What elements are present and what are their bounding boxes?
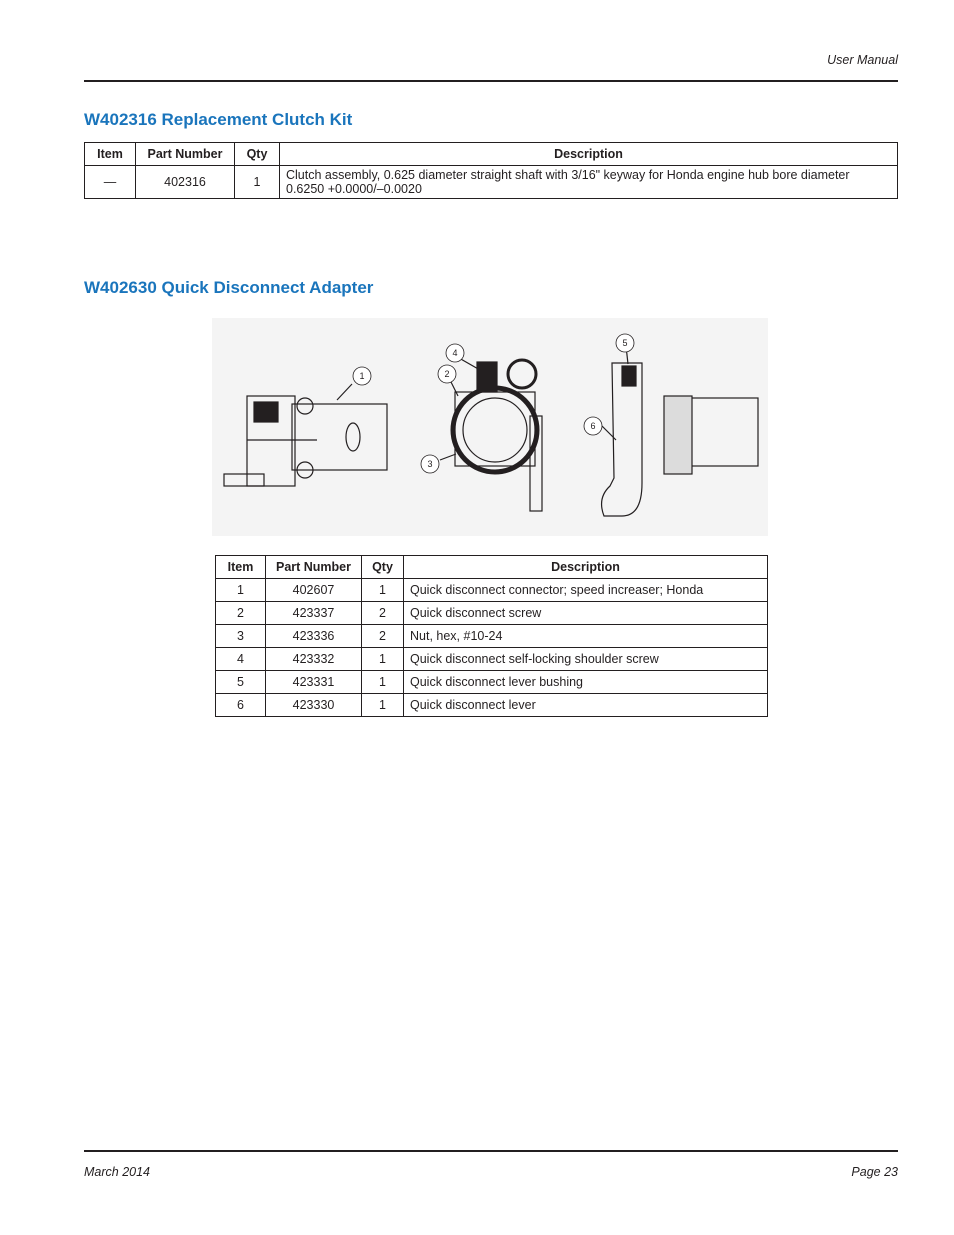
header-title: User Manual bbox=[827, 53, 898, 67]
cell-description: Quick disconnect connector; speed increaser; Honda bbox=[404, 579, 768, 602]
cell-item: 1 bbox=[216, 579, 266, 602]
cell-description: Nut, hex, #10-24 bbox=[404, 625, 768, 648]
footer-date: March 2014 bbox=[84, 1165, 151, 1179]
cell-item: 6 bbox=[216, 694, 266, 717]
cell-qty: 2 bbox=[362, 602, 404, 625]
cell-part-number: 423337 bbox=[266, 602, 362, 625]
cell-part-number: 423331 bbox=[266, 671, 362, 694]
column-header-qty: Qty bbox=[362, 556, 404, 579]
callout-2 bbox=[438, 365, 456, 383]
header-rule bbox=[84, 80, 898, 82]
column-header-part-number: Part Number bbox=[266, 556, 362, 579]
cell-part-number: 423332 bbox=[266, 648, 362, 671]
table-row bbox=[85, 166, 898, 199]
cell-part-number: 423330 bbox=[266, 694, 362, 717]
callout-4 bbox=[446, 344, 464, 362]
column-header-description: Description bbox=[280, 143, 898, 166]
column-header-item: Item bbox=[85, 143, 136, 166]
quick-disconnect-table bbox=[215, 555, 768, 717]
callout-5 bbox=[616, 334, 634, 352]
cell-qty: 1 bbox=[235, 166, 280, 199]
table-header-row bbox=[85, 143, 898, 166]
callout-6 bbox=[584, 417, 602, 435]
cell-item: 2 bbox=[216, 602, 266, 625]
footer-page-number: Page 23 bbox=[851, 1165, 898, 1179]
cell-description: Quick disconnect screw bbox=[404, 602, 768, 625]
callout-1 bbox=[353, 367, 371, 385]
column-header-item: Item bbox=[216, 556, 266, 579]
cell-description: Quick disconnect self-locking shoulder screw bbox=[404, 648, 768, 671]
callout-label-3: 3 bbox=[427, 459, 433, 469]
cell-part-number: 423336 bbox=[266, 625, 362, 648]
table-row bbox=[216, 648, 768, 671]
cell-qty: 1 bbox=[362, 694, 404, 717]
cell-qty: 1 bbox=[362, 579, 404, 602]
cell-item: 4 bbox=[216, 648, 266, 671]
callout-3 bbox=[421, 455, 439, 473]
column-header-qty: Qty bbox=[235, 143, 280, 166]
cell-qty: 2 bbox=[362, 625, 404, 648]
callout-label-1: 1 bbox=[359, 371, 365, 381]
cell-qty: 1 bbox=[362, 648, 404, 671]
cell-part-number: 402607 bbox=[266, 579, 362, 602]
cell-description: Quick disconnect lever bbox=[404, 694, 768, 717]
table-row bbox=[216, 602, 768, 625]
clutch-kit-table bbox=[84, 142, 898, 199]
footer-rule bbox=[84, 1150, 898, 1152]
table-row bbox=[216, 625, 768, 648]
callout-label-5: 5 bbox=[622, 338, 628, 348]
cell-description: Quick disconnect lever bushing bbox=[404, 671, 768, 694]
cell-part-number: 402316 bbox=[136, 166, 235, 199]
cell-qty: 1 bbox=[362, 671, 404, 694]
callout-label-4: 4 bbox=[452, 348, 458, 358]
callout-label-2: 2 bbox=[444, 369, 450, 379]
cell-description: Clutch assembly, 0.625 diameter straight shaft with 3/16" keyway for Honda engine hub bore diameter 0.6250 +0.0000/–0.0020 bbox=[280, 166, 898, 199]
cell-item: — bbox=[85, 166, 136, 199]
table-row bbox=[216, 579, 768, 602]
section-heading-quick-disconnect: W402630 Quick Disconnect Adapter bbox=[84, 278, 374, 297]
cell-item: 5 bbox=[216, 671, 266, 694]
table-row bbox=[216, 694, 768, 717]
section-heading-clutch-kit: W402316 Replacement Clutch Kit bbox=[84, 110, 353, 129]
table-header-row bbox=[216, 556, 768, 579]
quick-disconnect-diagram bbox=[212, 318, 768, 536]
callout-label-6: 6 bbox=[590, 421, 596, 431]
cell-item: 3 bbox=[216, 625, 266, 648]
column-header-description: Description bbox=[404, 556, 768, 579]
table-row bbox=[216, 671, 768, 694]
column-header-part-number: Part Number bbox=[136, 143, 235, 166]
